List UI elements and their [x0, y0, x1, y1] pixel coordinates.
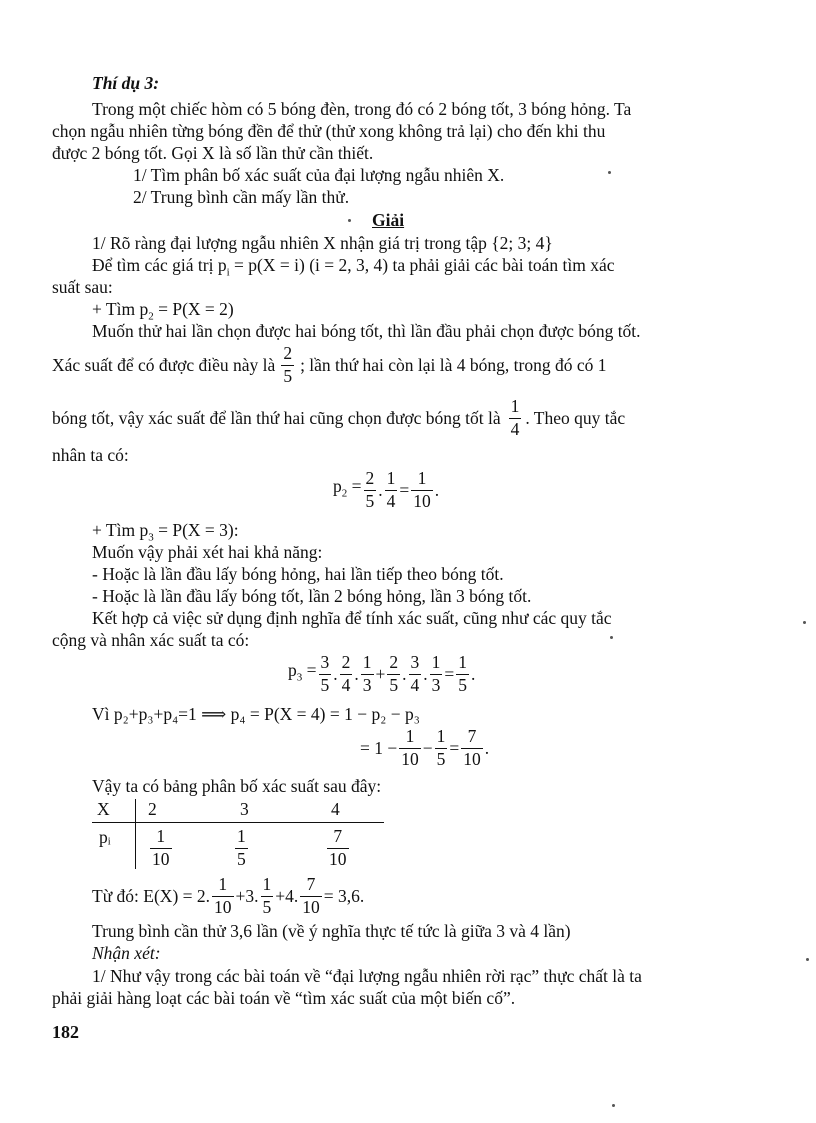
- subscript-i: i: [226, 266, 230, 279]
- average-line: Trung bình cần thử 3,6 lần (về ý nghĩa thực tế tức là giữa 3 và 4 lần): [92, 921, 571, 941]
- p2-heading-a: + Tìm p: [92, 299, 149, 319]
- frac-num: 1: [361, 654, 374, 675]
- solution-line-2: [92, 254, 615, 284]
- fraction-two-fifths: [281, 345, 294, 385]
- table-header-p: pᵢ: [99, 827, 111, 847]
- fraction-1-3b: [430, 654, 443, 694]
- dot: .: [423, 664, 428, 684]
- p2-line-4: nhân ta có:: [52, 445, 129, 465]
- solution-line-2-a: Để tìm các giá trị p: [92, 255, 227, 275]
- frac-num: 7: [300, 876, 322, 897]
- p3-line-4: Kết hợp cả việc sử dụng định nghĩa để tính xác suất, cũng như các quy tắc: [92, 608, 612, 628]
- p2-line-2-b: ; lần thứ hai còn lại là 4 bóng, trong đó có 1: [300, 355, 607, 375]
- scan-speck: [803, 621, 806, 624]
- p2-line-3: [52, 396, 625, 440]
- fraction-1-5b: [435, 728, 448, 768]
- period: .: [434, 480, 440, 500]
- p2-equation: [333, 468, 439, 512]
- fraction-2-4: [340, 654, 353, 694]
- period: .: [471, 664, 476, 684]
- frac-num: 2: [364, 470, 377, 491]
- problem-line-3: được 2 bóng tốt. Gọi X là số lần thử cần thiết.: [52, 143, 374, 163]
- solution-heading: Giải: [372, 210, 405, 230]
- fraction-3-5: [319, 654, 332, 694]
- table-p-value: [233, 828, 250, 868]
- remark-line-2: phải giải hàng loạt các bài toán về “tìm xác suất của một biến cố”.: [52, 988, 516, 1008]
- fraction-1-3: [361, 654, 374, 694]
- frac-num: 1: [385, 470, 398, 491]
- frac-den: 3: [362, 674, 372, 695]
- frac-num: 2: [387, 654, 400, 675]
- solution-line-1: 1/ Rõ ràng đại lượng ngẫu nhiên X nhận giá trị trong tập {2; 3; 4}: [92, 233, 553, 253]
- p2-heading-b: = P(X = 2): [153, 299, 234, 319]
- example-title: Thí dụ 3:: [92, 73, 160, 93]
- equals: =: [444, 664, 455, 684]
- frac-den: 5: [320, 674, 330, 695]
- fraction-7-10: [461, 728, 483, 768]
- p3-heading-a: + Tìm p: [92, 520, 149, 540]
- frac-num: 1: [411, 470, 433, 491]
- frac-den: 4: [386, 490, 396, 511]
- p3-line-3: - Hoặc là lần đầu lấy bóng tốt, lần 2 bóng hỏng, lần 3 bóng tốt.: [92, 586, 532, 606]
- fraction-1-10: [411, 470, 433, 510]
- p2-eq-lhs: $p_2$ =: [333, 476, 362, 500]
- frac-den: 5: [389, 674, 399, 695]
- p3-line-1: Muốn vậy phải xét hai khả năng:: [92, 542, 323, 562]
- dot: .: [333, 664, 338, 684]
- frac-num: 7: [461, 728, 483, 749]
- fraction-one-quarter: [509, 398, 522, 438]
- fraction-e-1: [212, 876, 234, 916]
- p3-heading-sub: 3: [148, 531, 154, 544]
- frac-den: 10: [214, 896, 232, 917]
- table-x-value: 3: [240, 799, 249, 819]
- frac-num: 1: [261, 876, 274, 897]
- fraction-p-3: [235, 828, 248, 868]
- remark-title: Nhận xét:: [92, 943, 161, 963]
- frac-num: 1: [235, 828, 248, 849]
- frac-num: 1: [212, 876, 234, 897]
- question-2: 2/ Trung bình cần mấy lần thử.: [133, 187, 350, 207]
- fraction-e-2: [261, 876, 274, 916]
- scan-speck: [612, 1104, 615, 1107]
- frac-num: 7: [327, 828, 349, 849]
- frac-den: 10: [152, 848, 170, 869]
- frac-num: 1: [399, 728, 421, 749]
- fraction-2-5: [364, 470, 377, 510]
- p-symbol: p: [333, 476, 342, 497]
- scan-speck: [348, 219, 351, 222]
- p2-line-2-a: Xác suất để có được điều này là: [52, 355, 276, 375]
- table-p-value: [148, 828, 174, 868]
- p2-line-3-b: . Theo quy tắc: [525, 408, 626, 428]
- table-p-value: [325, 828, 351, 868]
- expect-plus-3: +3.: [235, 886, 259, 906]
- fraction-1-10b: [399, 728, 421, 768]
- expect-plus-4: +4.: [275, 886, 299, 906]
- frac-num: 3: [409, 654, 422, 675]
- frac-num: 2: [340, 654, 353, 675]
- solution-line-3: suất sau:: [52, 277, 113, 297]
- p4-eq-lead: = 1 −: [360, 738, 398, 758]
- frac-num: 2: [281, 345, 294, 366]
- frac-den: 5: [262, 896, 272, 917]
- p3-heading-b: = P(X = 3):: [153, 520, 239, 540]
- p2-heading-sub: 2: [148, 310, 154, 323]
- frac-den: 5: [436, 748, 446, 769]
- problem-line-1: Trong một chiếc hòm có 5 bóng đèn, trong đó có 2 bóng tốt, 3 bóng hỏng. Ta: [92, 99, 632, 119]
- p3-line-5: cộng và nhân xác suất ta có:: [52, 630, 250, 650]
- solution-line-2-b: = p(X = i) (i = 2, 3, 4) ta phải giải các bài toán tìm xác: [229, 255, 615, 275]
- frac-num: 3: [319, 654, 332, 675]
- remark-line-1: 1/ Như vậy trong các bài toán về “đại lượng ngẫu nhiên rời rạc” thực chất là ta: [92, 966, 642, 986]
- dot: .: [354, 664, 359, 684]
- equals: =: [399, 480, 410, 500]
- frac-den: 10: [463, 748, 481, 769]
- frac-den: 5: [283, 365, 293, 386]
- frac-den: 5: [365, 490, 375, 511]
- table-intro: Vậy ta có bảng phân bố xác suất sau đây:: [92, 776, 382, 796]
- frac-num: 1: [509, 398, 522, 419]
- frac-num: 1: [435, 728, 448, 749]
- p3-equation: [288, 652, 475, 696]
- fraction-3-4: [409, 654, 422, 694]
- equals: =: [449, 738, 460, 758]
- scan-speck: [806, 958, 809, 961]
- table-header-x: X: [97, 799, 110, 819]
- expect-result: = 3,6.: [323, 886, 365, 906]
- frac-den: 4: [410, 674, 420, 695]
- table-vertical-rule: [135, 799, 136, 869]
- plus: +: [375, 664, 386, 684]
- expectation-line: [92, 874, 364, 918]
- p3-eq-lhs: $p_3$ =: [288, 660, 317, 684]
- p4-equation: [360, 726, 489, 770]
- problem-line-2: chọn ngẫu nhiên từng bóng đền để thử (thử xong không trả lại) cho đến khi thu: [52, 121, 606, 141]
- p2-line-1: Muốn thử hai lần chọn được hai bóng tốt, thì lần đầu phải chọn được bóng tốt.: [92, 321, 641, 341]
- frac-den: 10: [413, 490, 431, 511]
- fraction-1-4: [385, 470, 398, 510]
- page-number: 182: [52, 1022, 79, 1042]
- table-x-value: 2: [148, 799, 157, 819]
- scan-speck: [610, 636, 613, 639]
- frac-den: 10: [401, 748, 419, 769]
- frac-den: 3: [431, 674, 441, 695]
- frac-num: 1: [150, 828, 172, 849]
- frac-den: 4: [510, 418, 520, 439]
- p-symbol: p: [288, 660, 297, 681]
- frac-num: 1: [456, 654, 469, 675]
- frac-num: 1: [430, 654, 443, 675]
- period: .: [484, 738, 490, 758]
- p2-line-2: [52, 343, 607, 387]
- frac-den: 10: [302, 896, 320, 917]
- scan-speck: [608, 171, 611, 174]
- dot: .: [402, 664, 407, 684]
- expect-lead: Từ đó: E(X) = 2.: [92, 886, 211, 906]
- fraction-p-4: [327, 828, 349, 868]
- frac-den: 5: [458, 674, 467, 695]
- p-sub: 3: [296, 671, 303, 684]
- question-1: 1/ Tìm phân bố xác suất của đại lượng ngẫu nhiên X.: [133, 165, 505, 185]
- p4-line: Vì p₂+p₃+p₄=1 ⟹ p₄ = P(X = 4) = 1 − p₂ − p₃: [92, 704, 420, 724]
- p2-line-3-a: bóng tốt, vậy xác suất để lần thứ hai cũng chọn được bóng tốt là: [52, 408, 501, 428]
- dot: .: [378, 480, 383, 500]
- frac-den: 4: [341, 674, 351, 695]
- frac-den: 5: [237, 848, 246, 869]
- minus: −: [422, 738, 433, 758]
- fraction-e-3: [300, 876, 322, 916]
- fraction-2-5b: [387, 654, 400, 694]
- frac-den: 10: [329, 848, 347, 869]
- p3-line-2: - Hoặc là lần đầu lấy bóng hỏng, hai lần tiếp theo bóng tốt.: [92, 564, 504, 584]
- fraction-p-2: [150, 828, 172, 868]
- table-x-value: 4: [331, 799, 340, 819]
- fraction-1-5: [456, 654, 469, 694]
- p-sub: 2: [341, 487, 348, 500]
